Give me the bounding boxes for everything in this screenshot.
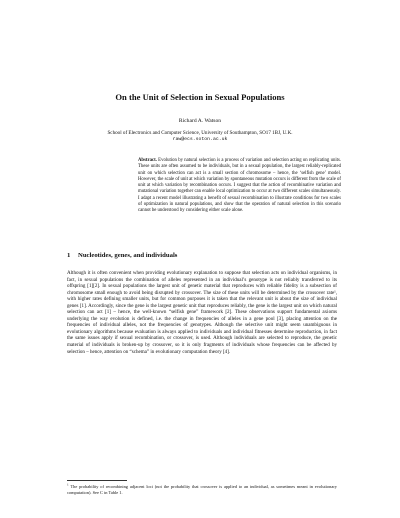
footnote-rule — [67, 480, 127, 481]
section-title: Nucleotides, genes, and individuals — [78, 252, 178, 259]
footnote-mark: 1 — [67, 482, 69, 487]
author-name: Richard A. Watson — [178, 118, 222, 124]
abstract-label: Abstract. — [138, 158, 157, 163]
section-number: 1 — [67, 252, 71, 259]
abstract — [138, 158, 341, 214]
section-body — [67, 270, 337, 355]
author-email: raw@ecs.soton.ac.uk — [172, 136, 228, 142]
affiliation-line: School of Electronics and Computer Science, University of Southampton, SO17 1BJ, U.K. — [107, 130, 293, 136]
section-heading — [67, 252, 337, 260]
abstract-text: Evolution by natural selection is a process of variation and selection acting on replicating units. These units are often assumed to be individuals, but in a sexual population, the largest reliably-replicated unit on which selection can act is a small section of chromosome – hence, the ‘selfish gene’ model. However, the scale of unit at which variation by spontaneous mutation occurs is different from the scale of unit at which variation by recombination occurs. I suggest that the action of recombinative variation and mutational variation together can enable local optimization to occur at two different scales simultaneously. I adapt a recent model illustrating a benefit of sexual recombination to illustrate conditions for two scales of optimization in natural populations, and show that the operation of natural selection in this scenario cannot be understood by considering either scale alone. — [138, 158, 342, 213]
affiliation — [0, 130, 400, 143]
body-paragraph: Although it is often convenient when providing evolutionary explanation to suppose that selection acts on individual organisms, in fact, in sexual populations the combination of alleles represented in an individual’s genotype is not reliably transferred to its offspring [1][2]. In sexual populations the largest unit of genetic material that reproduces with reliable fidelity is a subsection of chromosome small enough to avoid being disrupted by crossover. The size of these units will be determined by the crossover rate¹, with higher rates defining smaller units, but for common purposes it is taken that the relevant unit is about the size of individual genes [1]. Accordingly, since the gene is the largest genetic unit that reproduces reliably, the gene is the largest unit on which natural selection can act [1] – hence, the well-known “selfish gene” framework [2]. These observations support fundamental axioms underlying the way evolution is defined, i.e. the change in frequencies of alleles in a gene pool [3], placing attention on the frequencies of individual alleles, not the frequencies of genotypes. Although the selective unit might seem unambiguous in evolutionary algorithms because evaluation is always applied to individuals and individual fitnesses determine reproduction, in fact the same issues apply if sexual recombination, or crossover, is used. Although individuals are selected to reproduce, the genetic material of individuals is broken-up by crossover, so it is only fragments of individuals whose frequencies can be affected by selection – hence, attention on “schema” in evolutionary computation theory [4]. — [67, 270, 337, 355]
footnote — [67, 484, 337, 495]
footnote-text: The probability of recombining adjacent loci (not the probability that crossover is applied to an individual, as sometimes meant in evolutionary computation). See C in Table 1. — [67, 484, 337, 495]
paper-title: On the Unit of Selection in Sexual Populations — [115, 92, 285, 102]
